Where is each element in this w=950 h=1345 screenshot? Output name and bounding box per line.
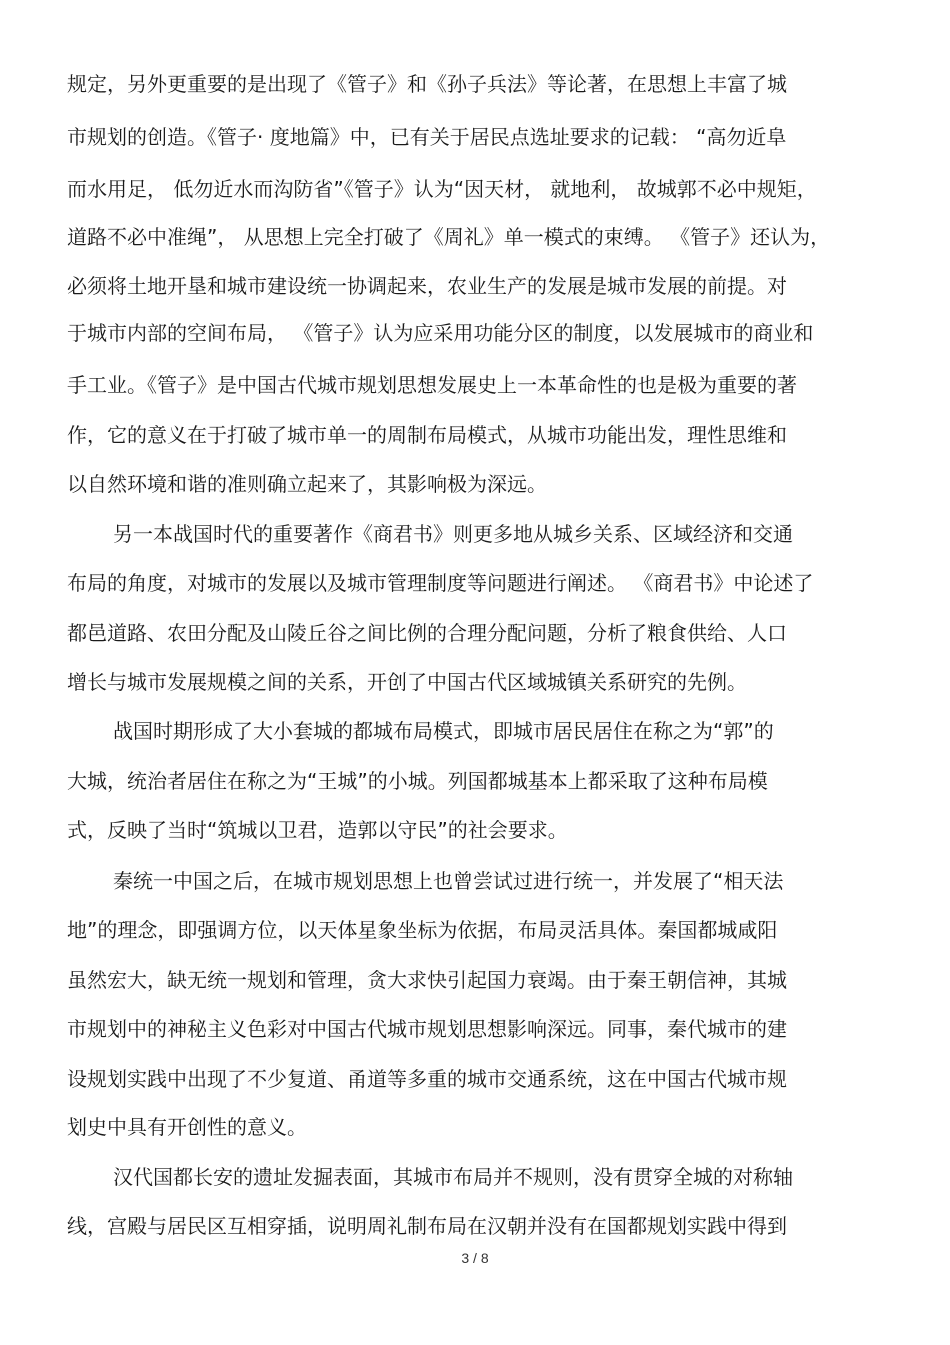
text-line: 必须将土地开垦和城市建设统一协调起来，农业生产的发展是城市发展的前提。对: [67, 274, 787, 298]
text-line: 划史中具有开创性的意义。: [67, 1115, 307, 1139]
text-line: 设规划实践中出现了不少复道、甬道等多重的城市交通系统，这在中国古代城市规: [67, 1067, 787, 1091]
text-line: 布局的角度，对城市的发展以及城市管理制度等问题进行阐述。 《商君书》中论述了: [67, 571, 814, 595]
text-line: 规定，另外更重要的是出现了《管子》和《孙子兵法》等论著，在思想上丰富了城: [67, 72, 787, 96]
text-line: 大城，统治者居住在称之为“王城”的小城。列国都城基本上都采取了这种布局模: [67, 769, 768, 793]
text-line: 战国时期形成了大小套城的都城布局模式，即城市居民居住在称之为“郭”的: [113, 719, 774, 743]
text-line: 市规划中的神秘主义色彩对中国古代城市规划思想影响深远。同事，秦代城市的建: [67, 1017, 787, 1041]
text-line: 地”的理念，即强调方位，以天体星象坐标为依据，布局灵活具体。秦国都城咸阳: [67, 918, 778, 942]
text-line: 市规划的创造。《管子· 度地篇》中，已有关于居民点选址要求的记载： “高勿近阜: [67, 125, 787, 149]
text-line: 式，反映了当时“筑城以卫君，造郭以守民”的社会要求。: [67, 818, 568, 842]
text-line: 增长与城市发展规模之间的关系，开创了中国古代区域城镇关系研究的先例。: [67, 670, 747, 694]
text-line: 道路不必中准绳”， 从思想上完全打破了《周礼》单一模式的束缚。 《管子》还认为，: [67, 225, 831, 249]
text-line: 汉代国都长安的遗址发掘表面，其城市布局并不规则，没有贯穿全城的对称轴: [113, 1165, 793, 1189]
text-line: 虽然宏大，缺无统一规划和管理，贪大求快引起国力衰竭。由于秦王朝信神，其城: [67, 968, 787, 992]
text-line: 以自然环境和谐的准则确立起来了，其影响极为深远。: [67, 472, 547, 496]
text-line: 都邑道路、农田分配及山陵丘谷之间比例的合理分配问题，分析了粮食供给、人口: [67, 621, 787, 645]
text-line: 而水用足， 低勿近水而沟防省”《管子》认为“因天材， 就地利， 故城郭不必中规矩，: [67, 177, 817, 201]
text-line: 线，宫殿与居民区互相穿插，说明周礼制布局在汉朝并没有在国都规划实践中得到: [67, 1214, 787, 1238]
text-line: 手工业。《管子》是中国古代城市规划思想发展史上一本革命性的也是极为重要的著: [67, 373, 797, 397]
text-line: 另一本战国时代的重要著作《商君书》则更多地从城乡关系、区域经济和交通: [113, 522, 793, 546]
page-number: 3 / 8: [461, 1250, 489, 1266]
text-line: 于城市内部的空间布局， 《管子》认为应采用功能分区的制度，以发展城市的商业和: [67, 321, 814, 345]
text-line: 秦统一中国之后，在城市规划思想上也曾尝试过进行统一，并发展了“相天法: [113, 869, 784, 893]
text-line: 作，它的意义在于打破了城市单一的周制布局模式，从城市功能出发，理性思维和: [67, 423, 787, 447]
